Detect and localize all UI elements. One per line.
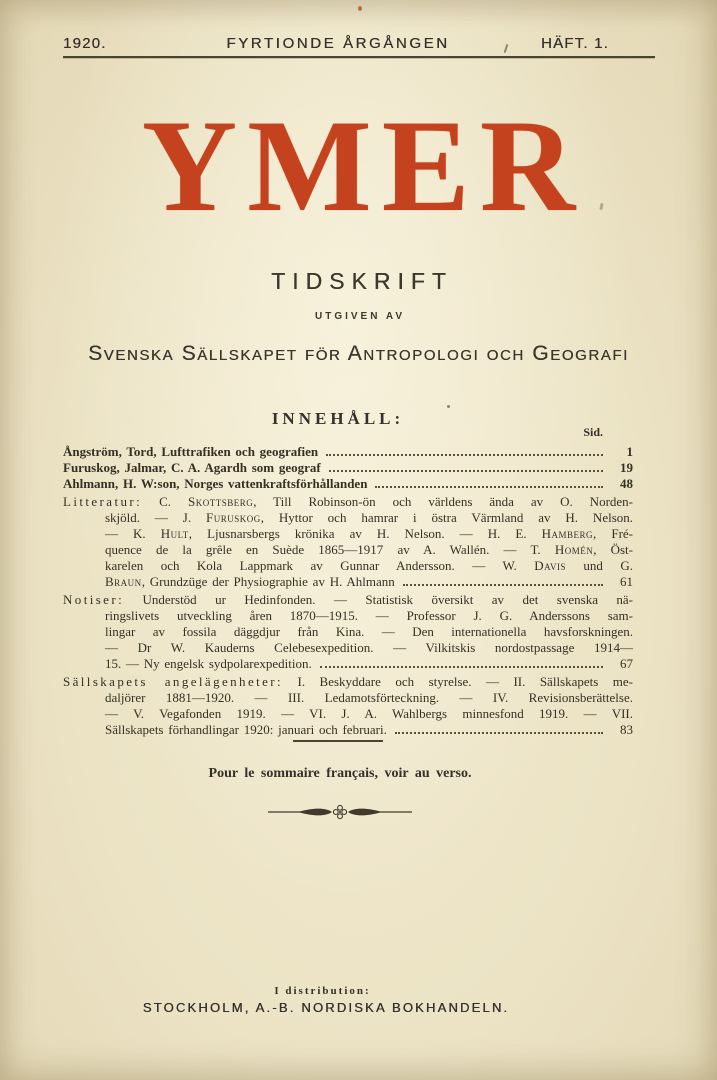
page-number: 48 (620, 476, 633, 491)
header-year: 1920. (63, 35, 107, 52)
toc-line-text: Ångström, Tord, Lufttrafiken och geografien (63, 444, 319, 459)
toc-line-text: Braun, Grundzüge der Physiographie av H. Ahlmann (105, 574, 395, 589)
contents-heading: INNEHÅLL: (271, 409, 405, 428)
toc-line-text: Ahlmann, H. W:son, Norges vattenkraftsförhållanden (63, 476, 368, 491)
toc-line (63, 624, 633, 640)
toc-line-text: ringslivets utveckling åren 1870—1915. — Professor J. G. Anderssons sam- (105, 608, 633, 623)
toc-line (63, 476, 633, 492)
dot-leader (375, 486, 603, 488)
toc-line-text: 15. — Ny engelsk sydpolarexpedition. (105, 656, 312, 671)
toc-line (63, 574, 633, 590)
toc-line (63, 690, 633, 706)
header-rule (63, 56, 655, 58)
toc-line-text: Litteratur: C. Skottsberg, Till Robinson-ön och världens ända av O. Norden- (63, 494, 633, 509)
page-number: 83 (620, 722, 633, 737)
toc-line-text: quence de la grêle en Suède 1865—1917 av A. Wallén. — T. Homén, Öst- (105, 542, 633, 557)
toc-line (63, 656, 633, 672)
toc-line-text: lingar av fossila däggdjur från Kina. — Den internationella havsforskningen. (105, 624, 633, 639)
dot-leader (403, 584, 603, 586)
toc-line-text: Furuskog, Jalmar, C. A. Agardh som geograf (63, 460, 321, 475)
header-issue: HÄFT. 1. (541, 35, 609, 52)
header-volume: FYRTIONDE ÅRGÅNGEN (226, 35, 450, 52)
society-name: Svenska Sällskapet för Antropologi och Geografi (88, 342, 629, 365)
page-column-label: Sid. (583, 425, 603, 439)
divider-rule (293, 740, 383, 742)
scan-speck-slash (504, 44, 509, 53)
toc-line-text: Sällskapets angelägenheter: I. Beskyddare och styrelse. — II. Sällskapets me- (63, 674, 633, 689)
toc-line-text: skjöld. — J. Furuskog, Hyttor och hamrar i östra Värmland av H. Nelson. (105, 510, 634, 525)
publisher-line: STOCKHOLM, A.-B. NORDISKA BOKHANDELN. (142, 1000, 510, 1015)
distribution-label: I distribution: (274, 985, 371, 997)
toc-line (63, 494, 633, 510)
toc-line (63, 526, 633, 542)
dot-leader (329, 470, 603, 472)
dot-leader (320, 666, 603, 668)
french-summary-note: Pour le sommaire français, voir au verso. (208, 766, 472, 781)
page-number: 61 (620, 574, 633, 589)
toc-line-text: karelen och Kola Lappmark av Gunnar Andersson. — W. Davis und G. (105, 558, 634, 573)
dot-leader (326, 454, 603, 456)
scan-speck-dot (447, 405, 450, 408)
toc-line (63, 706, 633, 722)
toc-line (63, 460, 633, 476)
journal-subtitle: TIDSKRIFT (271, 268, 453, 294)
ornament-divider (268, 802, 412, 822)
toc-line (63, 608, 633, 624)
toc-line (63, 444, 633, 460)
page-number: 1 (626, 444, 633, 459)
dot-leader (395, 732, 603, 734)
toc-line-text: — K. Hult, Ljusnarsbergs krönika av H. Nelson. — H. E. Hamberg, Fré- (105, 526, 633, 541)
toc-line (63, 510, 633, 526)
toc-line-text: Notiser: Understöd ur Hedinfonden. — Statistisk översikt av det svenska nä- (63, 592, 633, 607)
toc-line (63, 592, 633, 608)
toc-line-text: Sällskapets förhandlingar 1920: januari och februari. (105, 722, 387, 737)
scan-speck-red (358, 6, 362, 11)
toc-line (63, 558, 633, 574)
published-by-label: UTGIVEN AV (314, 311, 405, 322)
toc-line (63, 542, 633, 558)
page-number: 67 (620, 656, 633, 671)
toc-list (63, 444, 633, 738)
page-number: 19 (620, 460, 633, 475)
toc-line-text: daljörer 1881—1920. — III. Ledamotsförteckning. — IV. Revisionsberättelse. (105, 690, 633, 705)
toc-line (63, 722, 633, 738)
journal-title: YMER (141, 92, 586, 239)
toc-line (63, 640, 633, 656)
toc-line (63, 674, 633, 690)
toc-line-text: — V. Vegafonden 1919. — VI. J. A. Wahlbergs minnesfond 1919. — VII. (105, 706, 633, 721)
toc-line-text: — Dr W. Kauderns Celebesexpedition. — Vilkitskis nordostpassage 1914— (105, 640, 633, 655)
